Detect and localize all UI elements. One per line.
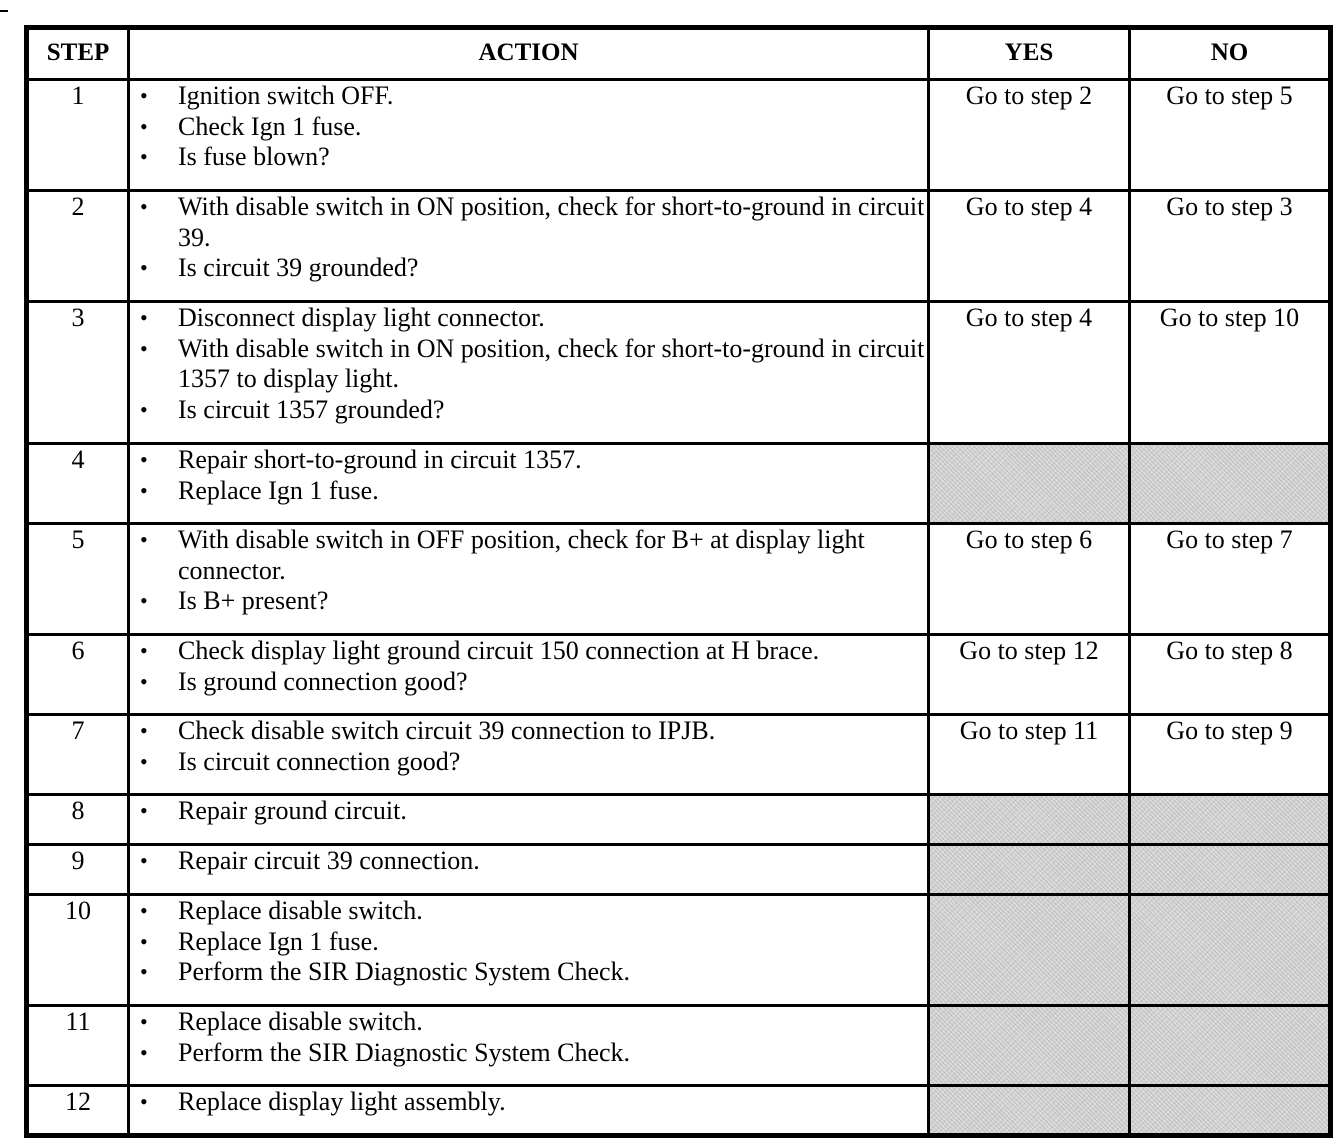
action-list [130,81,927,173]
step-number: 7 [27,715,129,795]
header-action: ACTION [129,28,929,80]
action-cell [129,1086,929,1136]
action-item: • Is circuit 1357 grounded? [130,395,927,426]
yes-shaded-cell [929,895,1130,1006]
action-item: • Check display light ground circuit 150 connection at H brace. [130,636,927,667]
action-item: • Perform the SIR Diagnostic System Check. [130,957,927,988]
no-result: Go to step 5 [1130,80,1331,191]
action-item: • Disconnect display light connector. [130,303,927,334]
yes-result: Go to step 4 [929,191,1130,302]
yes-shaded-cell [929,845,1130,895]
step-number: 9 [27,845,129,895]
yes-result: Go to step 4 [929,302,1130,444]
no-result: Go to step 7 [1130,524,1331,635]
header-step: STEP [27,28,129,80]
no-result: Go to step 8 [1130,635,1331,715]
header-row [27,28,1331,80]
action-item: • Is circuit connection good? [130,747,927,778]
yes-result: Go to step 6 [929,524,1130,635]
action-cell [129,635,929,715]
step-number: 2 [27,191,129,302]
action-item: • With disable switch in ON position, check for short-to-ground in circuit 39. [130,192,927,253]
action-item: • With disable switch in ON position, check for short-to-ground in circuit 1357 to display light. [130,334,927,395]
yes-result: Go to step 11 [929,715,1130,795]
action-cell [129,715,929,795]
diagnostic-table [24,25,1333,1138]
action-cell [129,524,929,635]
action-list [130,846,927,877]
step-number: 11 [27,1006,129,1086]
action-item: • Replace disable switch. [130,1007,927,1038]
table-row [27,444,1331,524]
action-item: • With disable switch in OFF position, check for B+ at display light connector. [130,525,927,586]
step-number: 1 [27,80,129,191]
action-cell [129,845,929,895]
table-row [27,302,1331,444]
action-cell [129,191,929,302]
action-item: • Is ground connection good? [130,667,927,698]
action-list [130,896,927,988]
action-list [130,716,927,777]
action-cell [129,1006,929,1086]
no-result: Go to step 9 [1130,715,1331,795]
action-item: • Ignition switch OFF. [130,81,927,112]
action-list [130,303,927,425]
table-row [27,895,1331,1006]
no-shaded-cell [1130,1086,1331,1136]
no-shaded-cell [1130,444,1331,524]
yes-shaded-cell [929,444,1130,524]
yes-shaded-cell [929,1086,1130,1136]
table-row [27,1006,1331,1086]
action-list [130,1087,927,1118]
no-shaded-cell [1130,845,1331,895]
step-number: 5 [27,524,129,635]
action-item: • Repair short-to-ground in circuit 1357. [130,445,927,476]
action-list [130,525,927,617]
action-cell [129,302,929,444]
action-item: • Is B+ present? [130,586,927,617]
action-cell [129,80,929,191]
header-no: NO [1130,28,1331,80]
table-row [27,715,1331,795]
no-shaded-cell [1130,1006,1331,1086]
header-yes: YES [929,28,1130,80]
action-list [130,796,927,827]
no-shaded-cell [1130,895,1331,1006]
action-item: • Replace Ign 1 fuse. [130,927,927,958]
no-result: Go to step 3 [1130,191,1331,302]
table-row [27,845,1331,895]
table-row [27,635,1331,715]
action-item: • Is fuse blown? [130,142,927,173]
table-row [27,1086,1331,1136]
yes-shaded-cell [929,795,1130,845]
action-item: • Check disable switch circuit 39 connection to IPJB. [130,716,927,747]
table-row [27,80,1331,191]
step-number: 12 [27,1086,129,1136]
action-item: • Repair circuit 39 connection. [130,846,927,877]
action-list [130,1007,927,1068]
action-list [130,445,927,506]
table-row [27,795,1331,845]
action-item: • Repair ground circuit. [130,796,927,827]
action-item: • Perform the SIR Diagnostic System Check. [130,1038,927,1069]
action-list [130,636,927,697]
no-shaded-cell [1130,795,1331,845]
action-cell [129,895,929,1006]
scan-mark [0,10,8,12]
step-number: 3 [27,302,129,444]
step-number: 6 [27,635,129,715]
action-item: • Replace Ign 1 fuse. [130,476,927,507]
step-number: 10 [27,895,129,1006]
action-item: • Replace display light assembly. [130,1087,927,1118]
action-item: • Check Ign 1 fuse. [130,112,927,143]
table-row [27,191,1331,302]
action-cell [129,795,929,845]
table-row [27,524,1331,635]
step-number: 4 [27,444,129,524]
action-list [130,192,927,284]
action-cell [129,444,929,524]
yes-result: Go to step 2 [929,80,1130,191]
yes-shaded-cell [929,1006,1130,1086]
step-number: 8 [27,795,129,845]
action-item: • Is circuit 39 grounded? [130,253,927,284]
action-item: • Replace disable switch. [130,896,927,927]
no-result: Go to step 10 [1130,302,1331,444]
yes-result: Go to step 12 [929,635,1130,715]
